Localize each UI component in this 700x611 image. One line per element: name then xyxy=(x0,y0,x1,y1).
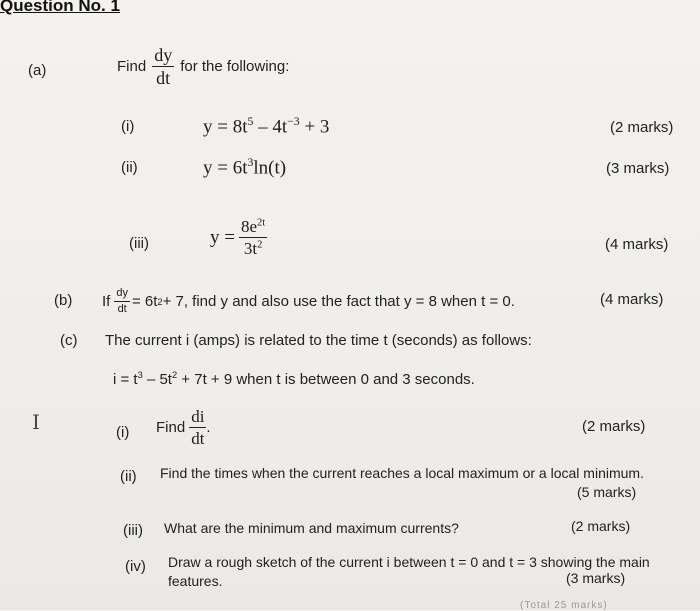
total-marks-fragment: (Total 25 marks) xyxy=(520,600,608,611)
eq-part: – 5t xyxy=(142,371,172,388)
part-a-ii-label: (ii) xyxy=(121,159,138,176)
eq-exponent: 3 xyxy=(247,156,254,169)
part-a-i-label: (i) xyxy=(121,118,135,135)
part-a-derivative-fraction xyxy=(152,46,174,87)
part-a-iii-marks: (4 marks) xyxy=(605,236,669,253)
eq-part: + 7, find y and also use the fact that y = 8 when t = 0. xyxy=(162,293,515,310)
text-cursor-icon: I xyxy=(32,410,40,434)
eq-part: + 7t + 9 when t is between 0 and 3 seconds. xyxy=(177,371,475,388)
part-a-instruction xyxy=(117,46,289,87)
part-c-i-text xyxy=(156,408,211,447)
part-b-derivative-fraction xyxy=(114,288,130,315)
part-c-intro: The current i (amps) is related to the time t (seconds) as follows: xyxy=(105,332,532,349)
eq-part: = 6t xyxy=(131,293,158,310)
part-c-iv-text: Draw a rough sketch of the current i between t = 0 and t = 3 showing the main xyxy=(168,554,650,570)
part-c-iv-text-continued: features. xyxy=(168,573,223,589)
part-a-i-equation xyxy=(203,115,329,138)
part-a-suffix: for the following: xyxy=(180,58,290,75)
eq-exponent: −3 xyxy=(287,115,300,128)
fraction-numerator: di xyxy=(191,407,205,426)
eq-part: 8e xyxy=(240,217,258,236)
part-c-i-find: Find xyxy=(156,419,186,436)
part-c-i-derivative-fraction xyxy=(189,408,206,447)
part-b-label: (b) xyxy=(54,292,73,309)
part-a-label: (a) xyxy=(28,62,47,79)
part-a-ii-equation xyxy=(203,156,286,179)
part-c-iii-text: What are the minimum and maximum currents? xyxy=(164,520,459,536)
question-title: Question No. 1 xyxy=(0,0,120,15)
part-c-i-label: (i) xyxy=(116,424,130,441)
eq-exponent: 3 xyxy=(137,370,143,380)
eq-part: y = 6t xyxy=(203,157,248,179)
part-c-iii-label: (iii) xyxy=(123,522,143,539)
eq-exponent: 5 xyxy=(247,115,254,128)
period: . xyxy=(206,419,211,436)
part-c-equation xyxy=(113,370,475,388)
part-a-i-marks: (2 marks) xyxy=(610,119,674,136)
part-a-find-word: Find xyxy=(117,58,147,75)
fraction-denominator: dt xyxy=(191,429,205,448)
fraction-numerator: dy xyxy=(114,288,130,302)
fraction-numerator xyxy=(239,218,267,238)
part-a-ii-marks: (3 marks) xyxy=(606,160,670,177)
eq-exponent: 2 xyxy=(171,370,178,380)
part-c-i-marks: (2 marks) xyxy=(582,418,646,435)
part-b-if: If xyxy=(102,293,111,310)
part-b-marks: (4 marks) xyxy=(600,291,664,308)
part-a-iii-label: (iii) xyxy=(129,235,149,252)
part-c-ii-label: (ii) xyxy=(120,468,137,485)
eq-part: + 3 xyxy=(299,116,330,138)
fraction-denominator: dt xyxy=(117,303,127,315)
fraction-denominator xyxy=(242,238,265,257)
eq-exponent: 2t xyxy=(257,217,266,229)
eq-part: 3t xyxy=(243,239,258,258)
eq-part: ln(t) xyxy=(253,157,287,179)
part-a-frac-num: dy xyxy=(154,45,173,65)
eq-part: – 4t xyxy=(253,116,288,138)
part-c-label: (c) xyxy=(60,332,78,349)
part-c-ii-text: Find the times when the current reaches a local maximum or a local minimum. xyxy=(160,465,644,481)
eq-part: y = 8t xyxy=(203,116,248,138)
part-a-frac-den: dt xyxy=(156,68,171,88)
eq-part: i = t xyxy=(113,371,138,388)
part-b-text xyxy=(102,288,515,315)
eq-part: y = xyxy=(210,226,235,248)
part-c-iv-label: (iv) xyxy=(125,558,146,575)
eq-exponent: 2 xyxy=(257,239,263,251)
part-a-iii-equation xyxy=(210,218,267,257)
part-c-ii-marks: (5 marks) xyxy=(577,484,637,500)
part-a-iii-fraction xyxy=(239,218,267,257)
part-c-iv-marks: (3 marks) xyxy=(566,570,626,586)
eq-exponent: 2 xyxy=(157,296,163,307)
part-c-iii-marks: (2 marks) xyxy=(571,518,631,534)
